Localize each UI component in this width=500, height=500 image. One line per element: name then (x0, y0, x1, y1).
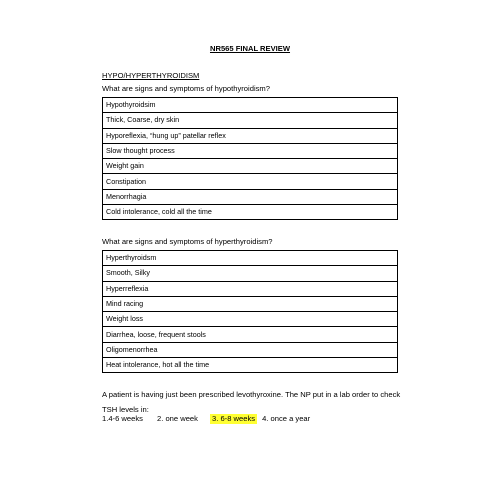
hypothyroidism-question: What are signs and symptoms of hypothyroidism? (102, 84, 270, 93)
table-cell: Oligomenorrhea (103, 342, 398, 357)
table-row (103, 159, 398, 174)
table-cell: Hyporeflexia, “hung up” patellar reflex (103, 128, 398, 143)
table-row (103, 281, 398, 296)
table-row (103, 113, 398, 128)
answer-options (102, 414, 310, 424)
table-row (103, 205, 398, 220)
table-cell: Smooth, Silky (103, 266, 398, 281)
answer-option-4: 4. once a year (262, 414, 311, 423)
table-row (103, 312, 398, 327)
table-row (103, 251, 398, 266)
table-cell: Weight loss (103, 312, 398, 327)
section-heading: HYPO/HYPERTHYROIDISM (102, 71, 200, 80)
table-row (103, 143, 398, 158)
table-cell: Cold intolerance, cold all the time (103, 205, 398, 220)
table-cell: Menorrhagia (103, 189, 398, 204)
table-cell: Mind racing (103, 296, 398, 311)
table-row (103, 189, 398, 204)
table-cell: Thick, Coarse, dry skin (103, 113, 398, 128)
table-cell: Heat intolerance, hot all the time (103, 358, 398, 373)
hyperthyroidism-question: What are signs and symptoms of hyperthyroidism? (102, 237, 273, 246)
table-row (103, 296, 398, 311)
hyperthyroidism-table (102, 250, 398, 373)
answer-option-3-highlighted: 3. 6-8 weeks (212, 414, 256, 423)
table-cell: Diarrhea, loose, frequent stools (103, 327, 398, 342)
hypothyroidism-table (102, 97, 398, 220)
table-row (103, 98, 398, 113)
table-row (103, 128, 398, 143)
table-cell: Hyperreflexia (103, 281, 398, 296)
table-row (103, 358, 398, 373)
table-row (103, 266, 398, 281)
table-cell: Constipation (103, 174, 398, 189)
table-row (103, 174, 398, 189)
table-cell: Hypothyroidsim (103, 98, 398, 113)
table-cell: Slow thought process (103, 143, 398, 158)
table-row (103, 342, 398, 357)
answer-option-2: 2. one week (157, 414, 198, 423)
table-cell: Weight gain (103, 159, 398, 174)
answer-option-1: 1.4-6 weeks (102, 414, 143, 423)
table-row (103, 327, 398, 342)
table-cell: Hyperthyroidsm (103, 251, 398, 266)
lab-order-question: A patient is having just been prescribed levothyroxine. The NP put in a lab order to check TSH levels in: (102, 390, 401, 414)
document-title: NR565 FINAL REVIEW (209, 44, 291, 53)
